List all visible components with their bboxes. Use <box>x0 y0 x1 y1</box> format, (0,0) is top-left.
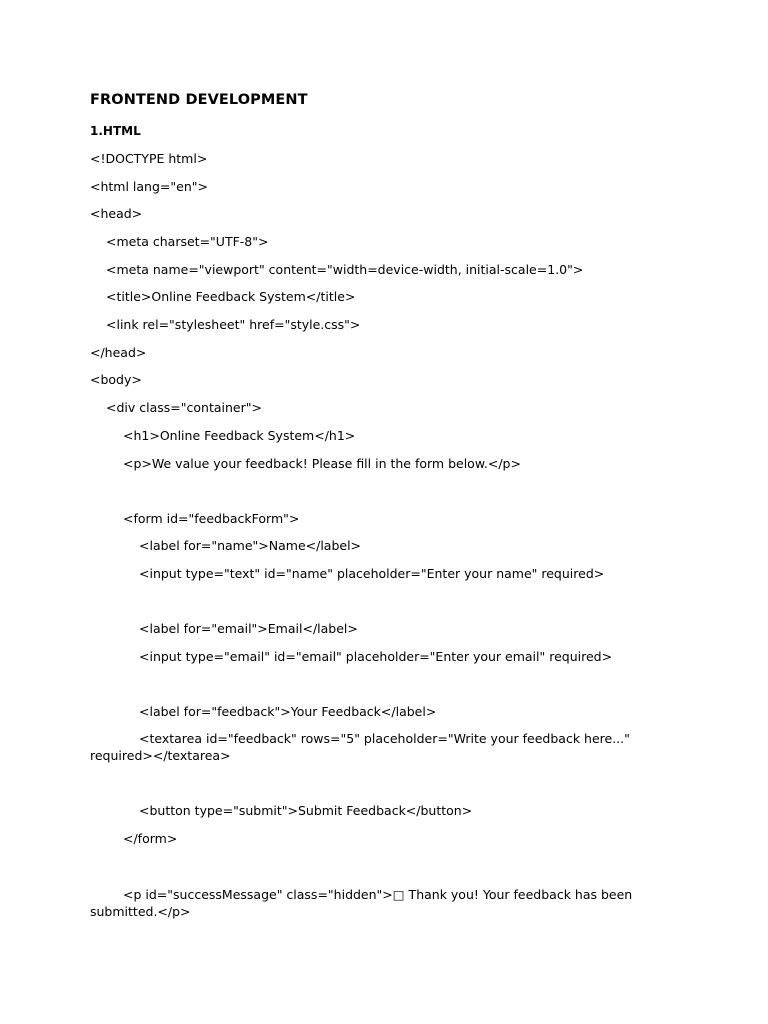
code-line: </head> <box>90 345 147 360</box>
code-line: <input type="email" id="email" placeholder="Enter your email" required> <box>139 649 613 664</box>
code-line: <meta name="viewport" content="width=device-width, initial-scale=1.0"> <box>106 262 584 277</box>
code-line: <textarea id="feedback" rows="5" placeholder="Write your feedback here..." required></textarea> <box>90 731 634 763</box>
code-line: <title>Online Feedback System</title> <box>106 289 356 304</box>
code-line: <meta charset="UTF-8"> <box>106 234 269 249</box>
code-line: <form id="feedbackForm"> <box>123 511 300 526</box>
code-line: <!DOCTYPE html> <box>90 151 208 166</box>
code-line: <p>We value your feedback! Please fill in the form below.</p> <box>123 456 521 471</box>
code-line: <html lang="en"> <box>90 179 208 194</box>
code-line: <label for="name">Name</label> <box>139 538 362 553</box>
code-line: </form> <box>123 831 178 846</box>
code-line: <div class="container"> <box>106 400 262 415</box>
code-line: <body> <box>90 372 142 387</box>
code-line: <input type="text" id="name" placeholder="Enter your name" required> <box>139 566 605 581</box>
code-line: <head> <box>90 206 143 221</box>
code-line: <h1>Online Feedback System</h1> <box>123 428 356 443</box>
document-heading: FRONTEND DEVELOPMENT <box>90 92 308 108</box>
code-line: <link rel="stylesheet" href="style.css"> <box>106 317 361 332</box>
code-line: <button type="submit">Submit Feedback</button> <box>139 803 473 818</box>
code-line: <label for="feedback">Your Feedback</label> <box>139 704 437 719</box>
code-line: <label for="email">Email</label> <box>139 621 358 636</box>
code-line: <p id="successMessage" class="hidden">□ Thank you! Your feedback has been submitted.</p> <box>90 887 637 919</box>
section-heading: 1.HTML <box>90 124 141 138</box>
